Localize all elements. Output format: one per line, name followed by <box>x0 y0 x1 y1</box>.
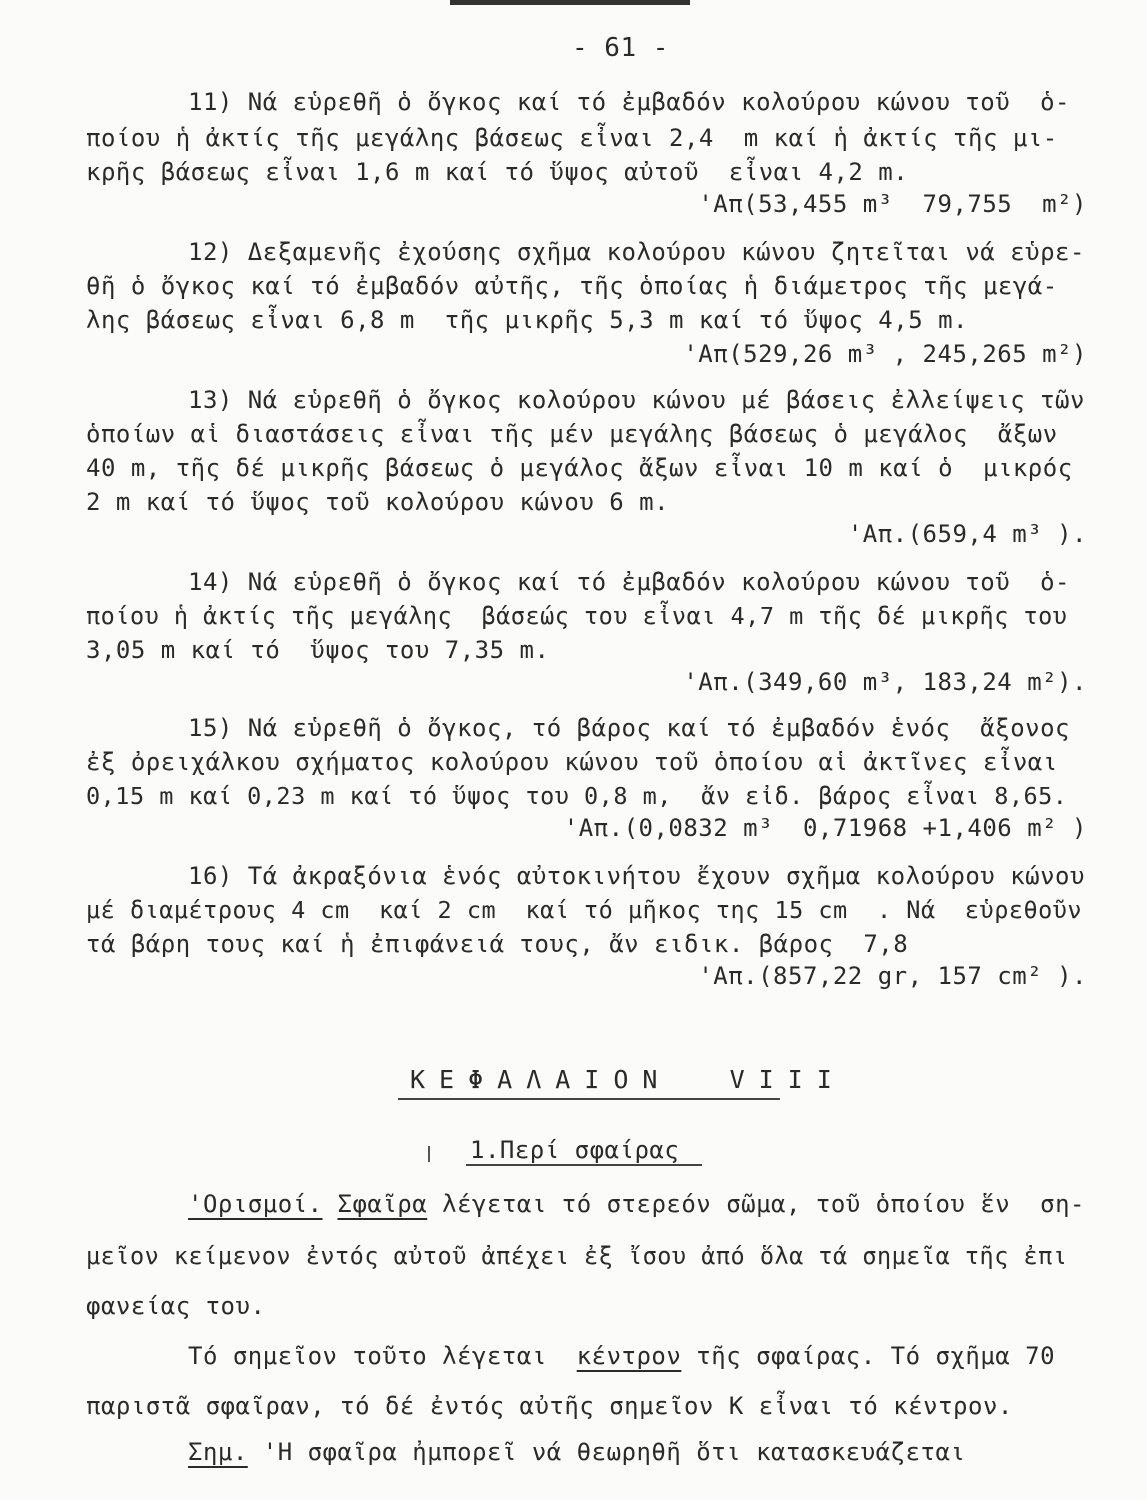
problem-14-line-2: ποίου ἡ ἀκτίς τῆς μεγάλης βάσεώς του εἶναι 4,7 m τῆς δέ μικρῆς του <box>86 602 1068 630</box>
problem-15-line-2: ἐξ ὀρειχάλκου σχήματος κολούρου κώνου τοῦ ὁποίου αἱ ἀκτῖνες εἶναι <box>86 748 1058 776</box>
chapter-underline <box>398 1098 780 1100</box>
problem-11-line-3: κρῆς βάσεως εἶναι 1,6 m καί τό ὕψος αὐτοῦ εἶναι 4,2 m. <box>86 158 909 186</box>
problem-16-line-3: τά βάρη τους καί ἡ ἐπιφάνειά τους, ἄν ειδικ. βάρος 7,8 <box>86 930 909 958</box>
problem-13-answer: 'Απ.(659,4 m³ ). <box>847 520 1087 548</box>
definition-line-2: μεῖον κείμενον ἐντός αὐτοῦ ἀπέχει ἐξ ἴσου ἀπό ὅλα τά σημεῖα τῆς ἐπι <box>86 1242 1068 1270</box>
problem-11-line-2: ποίου ἡ ἀκτίς τῆς μεγάλης βάσεως εἶναι 2,4 m καί ἡ ἀκτίς τῆς μι- <box>86 124 1058 152</box>
problem-13-line-4: 2 m καί τό ὕψος τοῦ κολούρου κώνου 6 m. <box>86 488 670 516</box>
problem-12-line-3: λης βάσεως εἶναι 6,8 m τῆς μικρῆς 5,3 m καί τό ὕψος 4,5 m. <box>86 306 969 334</box>
problem-14-answer: 'Απ.(349,60 m³, 183,24 m²). <box>683 668 1087 696</box>
note-line <box>188 1436 965 1468</box>
problem-16-answer: 'Απ.(857,22 gr, 157 cm² ). <box>698 962 1087 990</box>
definition-term: 'Ορισμοί. <box>188 1190 323 1218</box>
center-term: κέντρον <box>576 1342 682 1370</box>
page-number: - 61 - <box>572 33 669 63</box>
problem-12-line-1: 12) Δεξαμενῆς ἐχούσης σχῆμα κολούρου κώνου ζητεῖται νά εὑρε- <box>188 238 1085 266</box>
section-title: 1.Περί σφαίρας <box>470 1136 680 1164</box>
center-line-end: τῆς σφαίρας. Τό σχῆμα 70 <box>681 1342 1056 1370</box>
problem-13-line-3: 40 m, τῆς δέ μικρῆς βάσεως ὁ μεγάλος ἄξων εἶναι 10 m καί ὁ μικρός <box>86 454 1073 482</box>
section-underline <box>466 1164 702 1166</box>
problem-13-line-2: ὁποίων αἱ διαστάσεις εἶναι τῆς μέν μεγάλης βάσεως ὁ μεγάλος ἄξων <box>86 420 1058 448</box>
margin-tick <box>428 1146 430 1162</box>
center-line <box>188 1340 1055 1372</box>
problem-15-answer: 'Απ.(0,0832 m³ 0,71968 +1,406 m² ) <box>563 814 1087 842</box>
chapter-title: ΚΕΦΑΛΑΙΟΝ VIII <box>410 1065 846 1094</box>
definition-line-3: φανείας του. <box>86 1292 266 1320</box>
problem-11-answer: 'Απ(53,455 m³ 79,755 m²) <box>698 190 1087 218</box>
note-line-rest: 'Η σφαῖρα ἠμπορεῖ νά θεωρηθῆ ὅτι κατασκευάζεται <box>247 1438 966 1466</box>
problem-11-line-1: 11) Νά εὑρεθῆ ὁ ὄγκος καί τό ἐμβαδόν κολούρου κώνου τοῦ ὁ- <box>188 88 1071 116</box>
figure-reference-line: παριστᾶ σφαῖραν, τό δέ ἐντός αὐτῆς σημεῖον Κ εἶναι τό κέντρον. <box>86 1392 1013 1420</box>
problem-15-line-3: 0,15 m καί 0,23 m καί τό ὕψος του 0,8 m, ἄν εἰδ. βάρος εἶναι 8,65. <box>86 782 1068 810</box>
center-line-start: Τό σημεῖον τοῦτο λέγεται <box>188 1342 577 1370</box>
problem-12-line-2: θῆ ὁ ὄγκος καί τό ἐμβαδόν αὐτῆς, τῆς ὁποίας ἡ διάμετρος τῆς μεγά- <box>86 272 1058 300</box>
problem-14-line-1: 14) Νά εὑρεθῆ ὁ ὄγκος καί τό ἐμβαδόν κολούρου κώνου τοῦ ὁ- <box>188 568 1071 596</box>
definition-line-1 <box>188 1188 1085 1220</box>
sphere-term: Σφαῖρα <box>337 1190 428 1218</box>
problem-14-line-3: 3,05 m καί τό ὕψος του 7,35 m. <box>86 636 550 664</box>
note-term: Σημ. <box>188 1438 248 1466</box>
problem-15-line-1: 15) Νά εὑρεθῆ ὁ ὄγκος, τό βάρος καί τό ἐμβαδόν ἑνός ἄξονος <box>188 714 1071 742</box>
definition-line-1-rest: λέγεται τό στερεόν σῶμα, τοῦ ὁποίου ἕν ση- <box>427 1190 1085 1218</box>
problem-16-line-1: 16) Τά ἀκραξόνια ἑνός αὐτοκινήτου ἔχουν σχῆμα κολούρου κώνου <box>188 862 1085 890</box>
problem-13-line-1: 13) Νά εὑρεθῆ ὁ ὄγκος κολούρου κώνου μέ βάσεις ἐλλείψεις τῶν <box>188 386 1085 414</box>
problem-16-line-2: μέ διαμέτρους 4 cm καί 2 cm καί τό μῆκος της 15 cm . Νά εὑρεθοῦν <box>86 896 1083 924</box>
top-edge-mark <box>450 0 690 5</box>
problem-12-answer: 'Απ(529,26 m³ , 245,265 m²) <box>683 340 1087 368</box>
